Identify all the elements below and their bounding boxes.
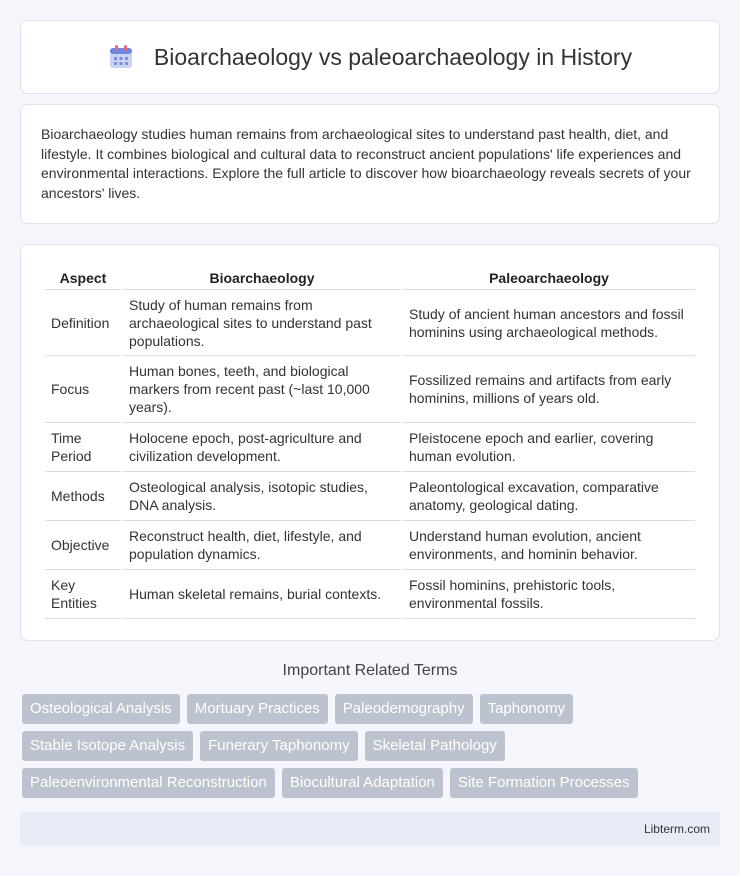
related-term-tag[interactable]: Funerary Taphonomy <box>200 731 357 761</box>
table-row <box>45 290 695 356</box>
row-bio: Human bones, teeth, and biological markers from recent past (~last 10,000 years). <box>123 356 401 423</box>
row-bio: Holocene epoch, post-agriculture and civilization development. <box>123 423 401 472</box>
row-bio: Reconstruct health, diet, lifestyle, and population dynamics. <box>123 521 401 570</box>
header-paleoarchaeology: Paleoarchaeology <box>403 265 695 290</box>
related-terms-list <box>22 694 722 798</box>
table-header-row <box>45 265 695 290</box>
header-card <box>20 20 720 94</box>
intro-card <box>20 104 720 224</box>
header-bioarchaeology: Bioarchaeology <box>123 265 401 290</box>
related-term-tag[interactable]: Osteological Analysis <box>22 694 180 724</box>
page-title: Bioarchaeology vs paleoarchaeology in History <box>153 43 633 70</box>
related-term-tag[interactable]: Taphonomy <box>480 694 574 724</box>
table-row <box>45 356 695 423</box>
related-term-tag[interactable]: Skeletal Pathology <box>365 731 505 761</box>
table-row <box>45 521 695 570</box>
footer <box>20 812 720 846</box>
row-paleo: Understand human evolution, ancient environments, and hominin behavior. <box>403 521 695 570</box>
row-paleo: Fossil hominins, prehistoric tools, environmental fossils. <box>403 570 695 619</box>
related-term-tag[interactable]: Mortuary Practices <box>187 694 328 724</box>
row-bio: Study of human remains from archaeological sites to understand past populations. <box>123 290 401 356</box>
related-term-tag[interactable]: Site Formation Processes <box>450 768 638 798</box>
row-aspect: Objective <box>45 521 121 570</box>
comparison-card <box>20 244 720 641</box>
row-paleo: Paleontological excavation, comparative anatomy, geological dating. <box>403 472 695 521</box>
related-term-tag[interactable]: Paleodemography <box>335 694 473 724</box>
related-term-tag[interactable]: Paleoenvironmental Reconstruction <box>22 768 275 798</box>
row-bio: Osteological analysis, isotopic studies, DNA analysis. <box>123 472 401 521</box>
table-row <box>45 472 695 521</box>
row-aspect: Methods <box>45 472 121 521</box>
table-row <box>45 570 695 619</box>
header-aspect: Aspect <box>45 265 121 290</box>
comparison-table <box>43 265 697 619</box>
related-terms-title: Important Related Terms <box>282 662 458 679</box>
table-row <box>45 423 695 472</box>
related-term-tag[interactable]: Biocultural Adaptation <box>282 768 443 798</box>
calendar-icon <box>108 44 134 70</box>
row-paleo: Study of ancient human ancestors and fossil hominins using archaeological methods. <box>403 290 695 356</box>
row-paleo: Fossilized remains and artifacts from early hominins, millions of years old. <box>403 356 695 423</box>
row-bio: Human skeletal remains, burial contexts. <box>123 570 401 619</box>
row-paleo: Pleistocene epoch and earlier, covering human evolution. <box>403 423 695 472</box>
row-aspect: Focus <box>45 356 121 423</box>
related-term-tag[interactable]: Stable Isotope Analysis <box>22 731 193 761</box>
footer-site-link[interactable]: Libterm.com <box>643 822 710 836</box>
intro-text: Bioarchaeology studies human remains from archaeological sites to understand past health, diet, and lifestyle. It combines biological and cultural data to reconstruct ancient populations' life experiences and environmental interactions. Explore the full article to discover how bioarchaeology reveals secrets of your ancestors' lives. <box>41 126 691 201</box>
row-aspect: Key Entities <box>45 570 121 619</box>
row-aspect: Time Period <box>45 423 121 472</box>
row-aspect: Definition <box>45 290 121 356</box>
